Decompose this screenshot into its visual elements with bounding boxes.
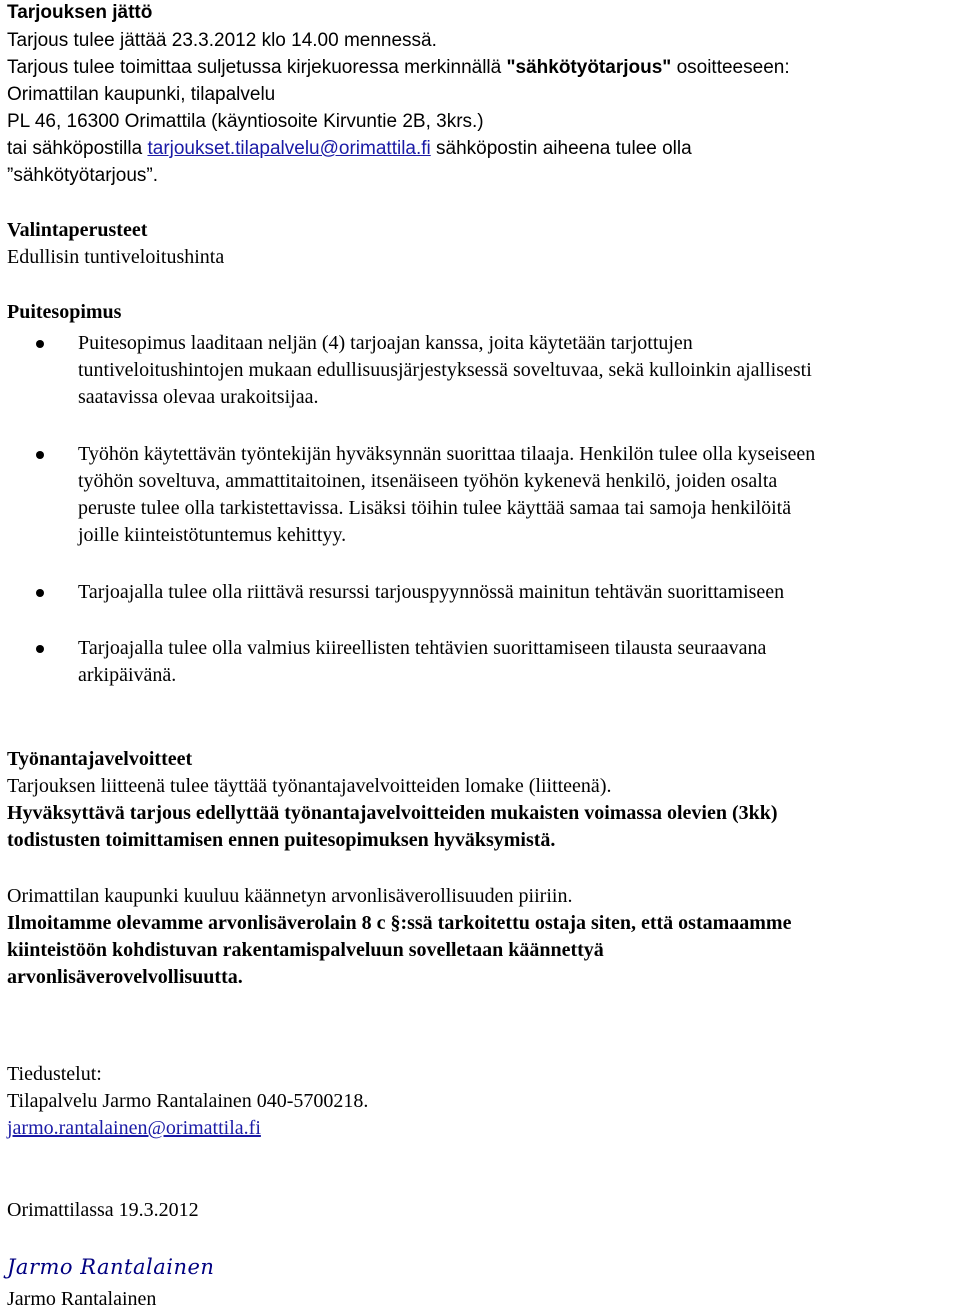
- framework-heading: Puitesopimus: [7, 301, 122, 323]
- vat-bold-line-2: kiinteistöön kohdistuvan rakentamispalveluun sovelletaan käännettyä: [7, 939, 604, 961]
- obligations-heading: Työnantajavelvoitteet: [7, 748, 193, 770]
- bullet-dot: [36, 589, 44, 597]
- framework-bullet-4-line-2: arkipäivänä.: [78, 664, 177, 686]
- obligations-bold-line-2: todistusten toimittamisen ennen puitesopimuksen hyväksymistä.: [7, 829, 556, 851]
- framework-bullet-2-line-4: joille kiinteistötuntemus kehittyy.: [78, 524, 347, 546]
- framework-bullet-2-line-2: työhön soveltuva, ammattitaitoinen, itsenäiseen työhön kykenevä henkilö, joiden osalta: [78, 470, 778, 492]
- contact-email-line: [7, 1115, 261, 1142]
- selection-criterion: Edullisin tuntiveloitushinta: [7, 246, 225, 268]
- contact-email-link[interactable]: jarmo.rantalainen@orimattila.fi: [7, 1117, 261, 1139]
- signer-name: Jarmo Rantalainen: [7, 1288, 157, 1310]
- vat-bold-line-1: Ilmoitamme olevamme arvonlisäverolain 8 c §:ssä tarkoitettu ostaja siten, että ostamaamme: [7, 912, 792, 934]
- contact-person: Tilapalvelu Jarmo Rantalainen 040-5700218.: [7, 1090, 369, 1112]
- framework-bullet-2-line-3: peruste tulee olla tarkistettavissa. Lisäksi töihin tulee käyttää samaa tai samoja henkilöitä: [78, 497, 792, 519]
- framework-bullet-1-line-3: saatavissa olevaa urakoitsijaa.: [78, 386, 319, 408]
- framework-bullet-1-line-2: tuntiveloitushintojen mukaan edullisuusjärjestyksessä soveltuvaa, sekä kulloinkin ajallisesti: [78, 359, 812, 381]
- delivery-prefix: Tarjous tulee toimittaa suljetussa kirjekuoressa merkinnällä: [7, 57, 507, 78]
- vat-text: Orimattilan kaupunki kuuluu käännetyn arvonlisäverollisuuden piiriin.: [7, 885, 573, 907]
- bullet-dot: [36, 451, 44, 459]
- delivery-mark: "sähkötyötarjous": [506, 57, 672, 78]
- framework-bullet-3-line-1: Tarjoajalla tulee olla riittävä resurssi tarjouspyynnössä mainitun tehtävän suorittamiseen: [78, 581, 785, 603]
- obligations-bold-line-1: Hyväksyttävä tarjous edellyttää työnantajavelvoitteiden mukaisten voimassa olevien (3kk): [7, 802, 778, 824]
- contact-label: Tiedustelut:: [7, 1063, 102, 1085]
- delivery-instructions: [7, 54, 790, 81]
- place-date: Orimattilassa 19.3.2012: [7, 1199, 199, 1221]
- submission-email-link[interactable]: tarjoukset.tilapalvelu@orimattila.fi: [147, 138, 431, 159]
- submission-heading: Tarjouksen jättö: [7, 2, 153, 23]
- handwritten-signature: Jarmo Rantalainen: [7, 1255, 215, 1279]
- bullet-dot: [36, 340, 44, 348]
- obligations-text: Tarjouksen liitteenä tulee täyttää työnantajavelvoitteiden lomake (liitteenä).: [7, 775, 612, 797]
- email-prefix: tai sähköpostilla: [7, 138, 148, 159]
- email-suffix: sähköpostin aiheena tulee olla: [430, 138, 692, 159]
- address-line-1: Orimattilan kaupunki, tilapalvelu: [7, 84, 276, 105]
- vat-bold-line-3: arvonlisäverovelvollisuutta.: [7, 966, 243, 988]
- framework-bullet-2-line-1: Työhön käytettävän työntekijän hyväksynnän suorittaa tilaaja. Henkilön tulee olla kyseiseen: [78, 443, 816, 465]
- framework-bullet-1-line-1: Puitesopimus laaditaan neljän (4) tarjoajan kanssa, joita käytetään tarjottujen: [78, 332, 693, 354]
- bullet-dot: [36, 645, 44, 653]
- framework-bullet-4-line-1: Tarjoajalla tulee olla valmius kiireellisten tehtävien suorittamiseen tilausta seuraavana: [78, 637, 767, 659]
- deadline-text: Tarjous tulee jättää 23.3.2012 klo 14.00 mennessä.: [7, 30, 437, 51]
- selection-heading: Valintaperusteet: [7, 219, 148, 241]
- email-subject: ”sähkötyötarjous”.: [7, 165, 159, 186]
- delivery-suffix: osoitteeseen:: [671, 57, 790, 78]
- email-instructions: [7, 135, 692, 162]
- address-line-2: PL 46, 16300 Orimattila (käyntiosoite Kirvuntie 2B, 3krs.): [7, 111, 484, 132]
